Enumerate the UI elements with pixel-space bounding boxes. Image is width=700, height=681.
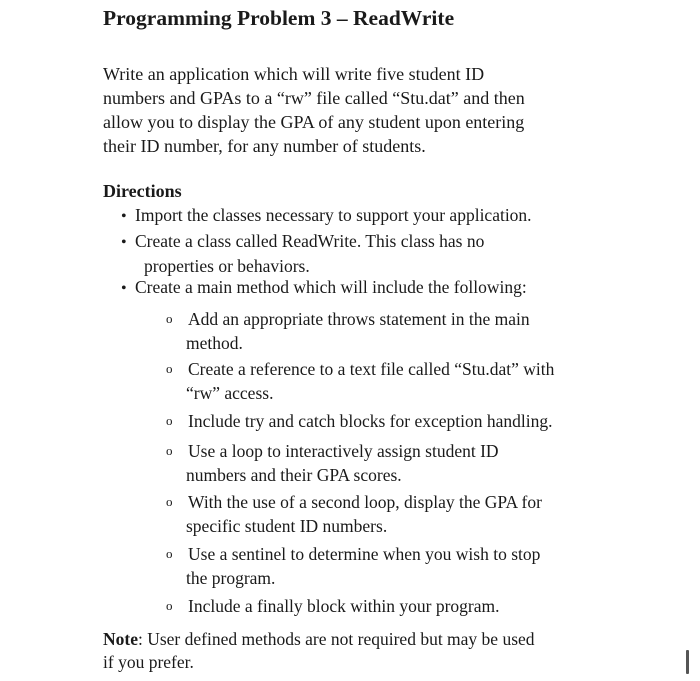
note-text: : User defined methods are not required but may be used: [137, 629, 535, 649]
sub-item-text: With the use of a second loop, display the GPA for: [188, 492, 542, 512]
sub-item-text: the program.: [186, 568, 276, 588]
sub-list-item: [166, 439, 499, 487]
circle-bullet-icon: o: [166, 598, 173, 613]
sub-list-item: [166, 307, 530, 355]
sub-item-text: Include a finally block within your program.: [188, 596, 500, 616]
sub-item-text: numbers and their GPA scores.: [186, 465, 402, 485]
circle-bullet-icon: o: [166, 361, 173, 376]
bullet-marker: •: [121, 280, 127, 297]
circle-bullet-icon: o: [166, 311, 173, 326]
circle-bullet-icon: o: [166, 413, 173, 428]
bullet-text: Create a class called ReadWrite. This class has no: [135, 231, 485, 251]
intro-line: their ID number, for any number of students.: [103, 136, 426, 156]
note-line: [103, 628, 535, 651]
sub-item-text: Include try and catch blocks for exception handling.: [188, 411, 553, 431]
bullet-text: Create a main method which will include the following:: [135, 277, 527, 297]
sub-item-text: Add an appropriate throws statement in the main: [188, 309, 530, 329]
note-label: Note: [103, 629, 138, 649]
bullet-item: [121, 276, 527, 300]
sub-item-text: “rw” access.: [186, 383, 274, 403]
sub-list-item: [166, 357, 554, 405]
sub-list-item: [166, 542, 540, 590]
sub-item-text: Create a reference to a text file called “Stu.dat” with: [188, 359, 555, 379]
intro-line: allow you to display the GPA of any student upon entering: [103, 112, 525, 132]
bullet-item: [121, 204, 532, 228]
bullet-text: Import the classes necessary to support your application.: [135, 205, 532, 225]
sub-item-text: specific student ID numbers.: [186, 516, 388, 536]
page-title: Programming Problem 3 – ReadWrite: [103, 6, 455, 30]
note-line: if you prefer.: [103, 652, 194, 672]
directions-heading: Directions: [103, 181, 182, 201]
sub-item-text: Use a loop to interactively assign student ID: [188, 441, 499, 461]
intro-line: numbers and GPAs to a “rw” file called “Stu.dat” and then: [103, 88, 525, 108]
sub-list-item: [166, 490, 542, 538]
bullet-item: [121, 230, 484, 254]
intro-paragraph: [103, 62, 623, 158]
sub-list-item: [166, 594, 500, 618]
scroll-indicator[interactable]: [686, 650, 689, 674]
sub-item-text: Use a sentinel to determine when you wish to stop: [188, 544, 541, 564]
note-paragraph: [103, 628, 535, 674]
circle-bullet-icon: o: [166, 443, 173, 458]
bullet-marker: •: [121, 208, 127, 225]
sub-item-text: method.: [186, 333, 243, 353]
bullet-marker: •: [121, 234, 127, 251]
sub-list-item: [166, 409, 552, 433]
intro-line: Write an application which will write five student ID: [103, 64, 485, 84]
circle-bullet-icon: o: [166, 494, 173, 509]
bullet-text-continuation: properties or behaviors.: [144, 256, 310, 276]
circle-bullet-icon: o: [166, 546, 173, 561]
